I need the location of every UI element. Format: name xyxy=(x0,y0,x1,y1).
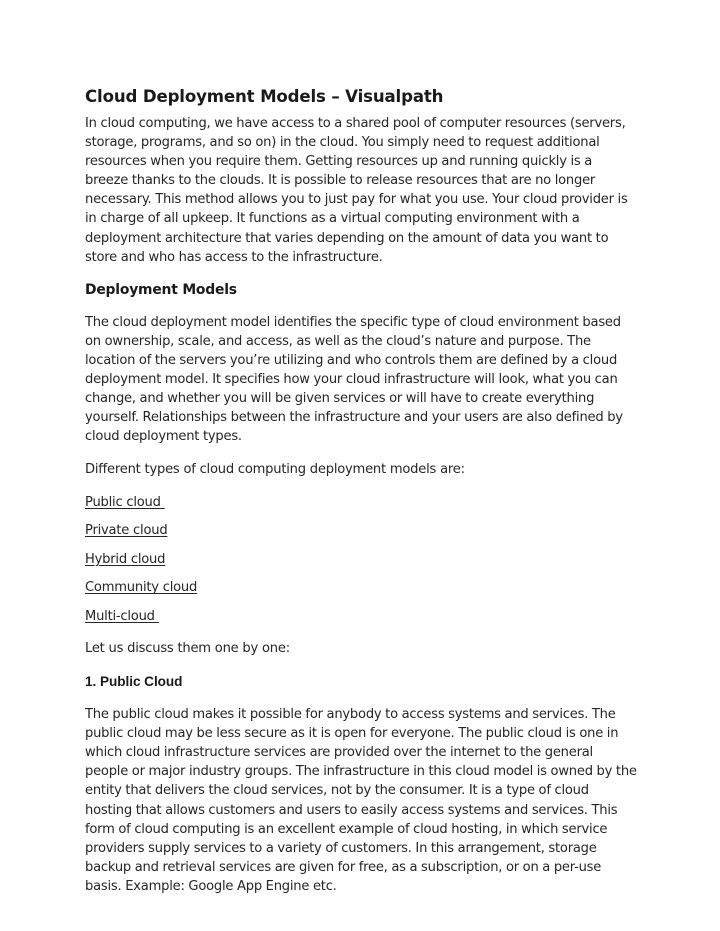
list-item xyxy=(85,550,637,569)
deployment-model-link-hybrid-cloud[interactable]: Hybrid cloud xyxy=(85,551,166,567)
deployment-model-list xyxy=(85,493,637,626)
deployment-model-link-private-cloud[interactable]: Private cloud xyxy=(85,523,168,539)
section-heading-deployment-models: Deployment Models xyxy=(85,281,237,298)
list-item xyxy=(85,493,637,512)
deployment-model-link-public-cloud[interactable]: Public cloud xyxy=(85,494,165,510)
deployment-models-paragraph: The cloud deployment model identifies the specific type of cloud environment based on ownership, scale, and access, as well as the cloud’s nature and purpose. The location of the servers you’re utilizing and who controls them are defined by a cloud deployment model. It specifies how your cloud infrastructure will look, what you can change, and whether you will be given services or will have to create everything yourself. Relationships between the infrastructure and your users are also defined by cloud deployment types. xyxy=(85,314,623,445)
list-item xyxy=(85,521,637,540)
deployment-model-link-community-cloud[interactable]: Community cloud xyxy=(85,580,198,596)
list-item xyxy=(85,607,637,626)
intro-paragraph: In cloud computing, we have access to a shared pool of computer resources (servers, storage, programs, and so on) in the cloud. You simply need to request additional resources when you require them. Getting resources up and running quickly is a breeze thanks to the clouds. It is possible to release resources that are no longer necessary. This method allows you to just pay for what you use. Your cloud provider is in charge of all upkeep. It functions as a virtual computing environment with a deployment architecture that varies depending on the amount of data you want to store and who has access to the infrastructure. xyxy=(85,116,628,265)
deployment-model-link-multi-cloud[interactable]: Multi-cloud xyxy=(85,608,159,624)
public-cloud-paragraph: The public cloud makes it possible for anybody to access systems and services. The public cloud may be less secure as it is open for everyone. The public cloud is one in which cloud infrastructure services are provided over the internet to the general people or major industry groups. The infrastructure in this cloud model is owned by the entity that delivers the cloud services, not by the consumer. It is a type of cloud hosting that allows customers and users to easily access systems and services. This form of cloud computing is an excellent example of cloud hosting, in which service providers supply services to a variety of customers. In this arrangement, storage backup and retrieval services are given for free, as a subscription, or on a per-use basis. Example: Google App Engine etc. xyxy=(85,707,637,894)
list-closing-line: Let us discuss them one by one: xyxy=(85,640,290,656)
section-heading-public-cloud: 1. Public Cloud xyxy=(85,674,183,690)
list-intro-text: Different types of cloud computing deployment models are: xyxy=(85,462,465,478)
document-content xyxy=(85,86,637,910)
page-title: Cloud Deployment Models – Visualpath xyxy=(85,87,444,106)
list-item xyxy=(85,578,637,597)
